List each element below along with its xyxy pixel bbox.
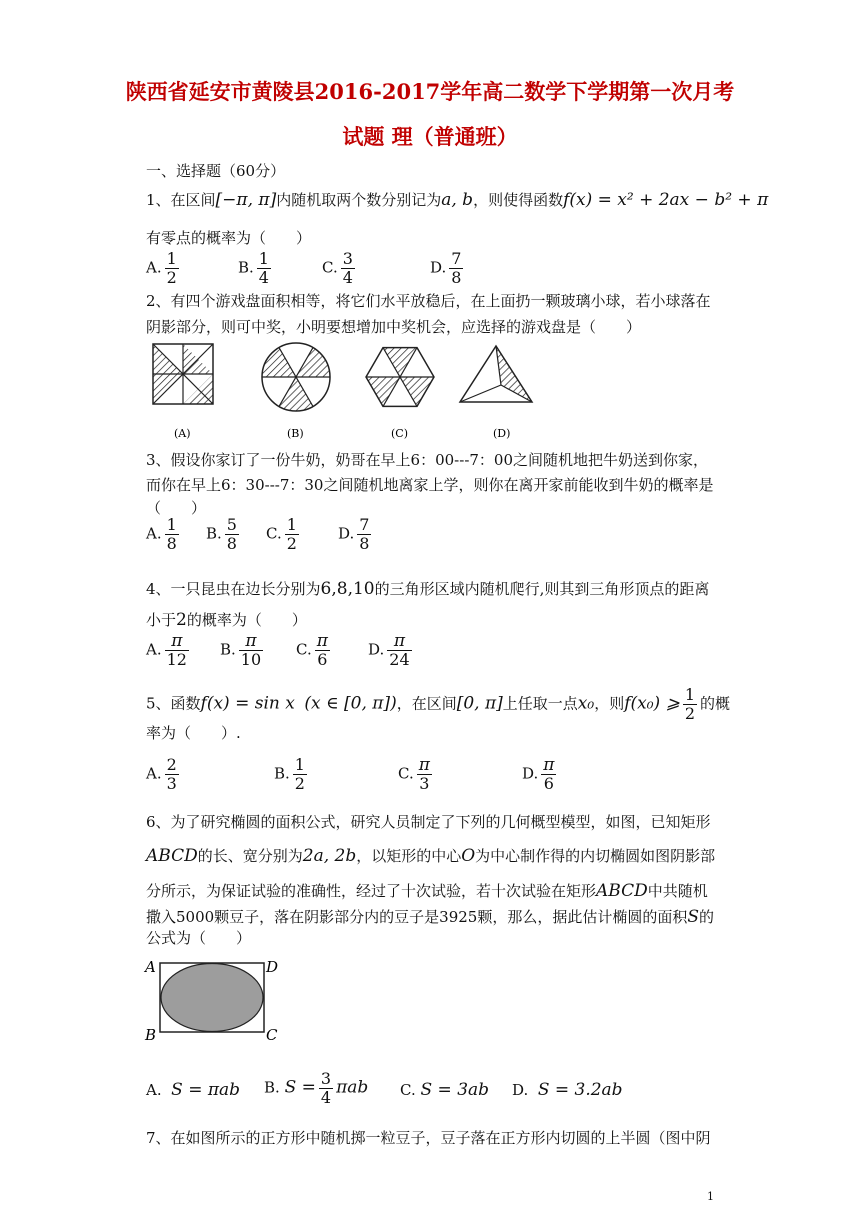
q1-option-c: C. $\frac{3}{4}$ bbox=[322, 249, 353, 287]
rect-label-d: D bbox=[266, 958, 279, 976]
q1-interval: [−π, π] bbox=[215, 190, 277, 210]
doc-title-line2: 试题 理（普通班） bbox=[342, 124, 518, 149]
q1-text: 内随机取两个数分别记为 bbox=[276, 191, 442, 209]
doc-title-line1: 陕西省延安市黄陵县2016-2017学年高二数学下学期第一次月考 bbox=[125, 79, 735, 104]
q5-line1: 5、函数f(x) = sin x (x ∈ [0, π])，在区间[0, π]上任取一点x₀，则f(x₀) ⩾ $\frac{1}{2}$ 的概 bbox=[146, 685, 731, 723]
q3-option-d: D. $\frac{7}{8}$ bbox=[338, 515, 370, 553]
q1-vars: a, b bbox=[441, 190, 474, 210]
q4-option-a: A. $\frac{\pi}{12}$ bbox=[146, 631, 187, 669]
q2-line1: 2、有四个游戏盘面积相等，将它们水平放稳后，在上面扔一颗玻璃小球，若小球落在 bbox=[146, 292, 711, 310]
q6-line3: 分所示，为保证试验的准确性，经过了十次试验，若十次试验在矩形ABCD中共随机 bbox=[146, 881, 708, 901]
rect-label-b: B bbox=[145, 1026, 157, 1044]
q1-function: f(x) = x² + 2ax − b² + π bbox=[563, 190, 769, 210]
rect-label-c: C bbox=[266, 1026, 278, 1044]
q2-line2: 阴影部分，则可中奖，小明要想增加中奖机会，应选择的游戏盘是（ ） bbox=[146, 318, 642, 336]
q1-option-a: A. $\frac{1}{2}$ bbox=[146, 249, 177, 287]
q4-option-b: B. $\frac{\pi}{10}$ bbox=[220, 631, 262, 669]
board-label-a: (A) bbox=[174, 427, 191, 440]
board-d bbox=[460, 346, 532, 402]
q4-option-d: D. $\frac{\pi}{24}$ bbox=[368, 631, 410, 669]
board-a bbox=[153, 344, 213, 404]
board-label-d: (D) bbox=[493, 427, 511, 440]
q3-line1: 3、假设你家订了一份牛奶，奶哥在早上6：00---7：00之间随机地把牛奶送到你家， bbox=[146, 451, 709, 469]
q4-sides: 6,8,10 bbox=[320, 579, 375, 599]
q1-text: ，则使得函数 bbox=[473, 191, 564, 209]
q5-line2: 率为（ ）. bbox=[146, 724, 241, 742]
q1-line1 bbox=[146, 189, 768, 210]
section-heading: 一、选择题（60分） bbox=[146, 162, 286, 180]
q6-option-c: C. S = 3ab bbox=[400, 1080, 490, 1100]
q5-option-b: B. $\frac{1}{2}$ bbox=[274, 755, 305, 793]
q5-function: f(x) = sin x bbox=[200, 693, 295, 714]
q6-ellipse-figure bbox=[140, 952, 290, 1047]
q6-option-d: D. S = 3.2ab bbox=[512, 1080, 623, 1100]
board-label-b: (B) bbox=[287, 427, 304, 440]
q6-line2: ABCD的长、宽分别为2a, 2b，以矩形的中心O为中心制作得的内切椭圆如图阴影部 bbox=[146, 846, 716, 866]
q7-line1: 7、在如图所示的正方形中随机掷一粒豆子，豆子落在正方形内切圆的上半圆（图中阴 bbox=[146, 1129, 711, 1147]
q5-option-c: C. $\frac{\pi}{3}$ bbox=[398, 755, 430, 793]
q6-line5: 公式为（ ） bbox=[146, 929, 252, 947]
q6-line1: 6、为了研究椭圆的面积公式，研究人员制定了下列的几何概型模型，如图，已知矩形 bbox=[146, 813, 711, 831]
q4-option-c: C. $\frac{\pi}{6}$ bbox=[296, 631, 328, 669]
q3-line2: 而你在早上6：30---7：30之间随机地离家上学，则你在离开家前能收到牛奶的概率是 bbox=[146, 476, 714, 494]
q3-option-b: B. $\frac{5}{8}$ bbox=[206, 515, 237, 553]
q6-option-a: A. S = πab bbox=[146, 1080, 241, 1100]
q6-line4: 撒入5000颗豆子，落在阴影部分内的豆子是3925颗，那么，据此估计椭圆的面积S的 bbox=[146, 907, 715, 927]
rect-label-a: A bbox=[145, 958, 156, 976]
board-c bbox=[366, 348, 434, 407]
board-b bbox=[262, 343, 330, 411]
q1-option-d: D. $\frac{7}{8}$ bbox=[430, 249, 462, 287]
q1-text: 1、在区间 bbox=[146, 191, 216, 209]
q5-option-a: A. $\frac{2}{3}$ bbox=[146, 755, 177, 793]
q5-option-d: D. $\frac{\pi}{6}$ bbox=[522, 755, 555, 793]
q3-option-a: A. $\frac{1}{8}$ bbox=[146, 515, 177, 553]
q1-option-b: B. $\frac{1}{4}$ bbox=[238, 249, 269, 287]
q4-line1: 4、一只昆虫在边长分别为6,8,10的三角形区域内随机爬行,则其到三角形顶点的距离 bbox=[146, 579, 710, 599]
q1-line2: 有零点的概率为（ ） bbox=[146, 229, 312, 247]
q6-option-b: B. S = $\frac{3}{4}$ πab bbox=[264, 1069, 369, 1107]
q4-line2: 小于2的概率为（ ） bbox=[146, 610, 307, 630]
board-label-c: (C) bbox=[391, 427, 408, 440]
q3-line3: （ ） bbox=[146, 499, 207, 517]
q3-option-c: C. $\frac{1}{2}$ bbox=[266, 515, 297, 553]
q2-game-boards-figure bbox=[140, 340, 560, 445]
page-number: 1 bbox=[707, 1190, 714, 1203]
